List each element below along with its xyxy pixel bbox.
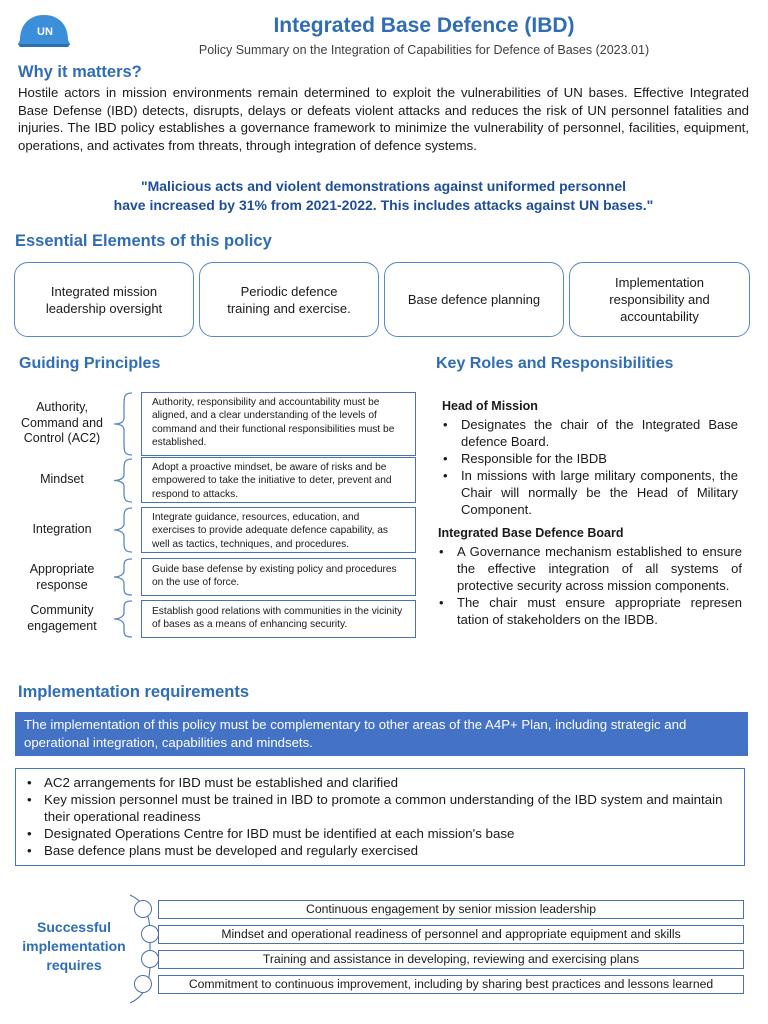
element-box: Integrated mission leadership oversight (14, 262, 194, 337)
principle-label: Mindset (40, 472, 84, 486)
success-item: Commitment to continuous improvement, including by sharing best practices and lessons learned (158, 975, 744, 994)
key-roles-heading: Key Roles and Responsibilities (436, 355, 674, 372)
list-item: • Key mission personnel must be trained in IBD to promote a common understanding of the IBD system and maintain their operational readiness (24, 791, 736, 825)
success-circle (134, 900, 152, 918)
implementation-heading: Implementation requirements (18, 683, 250, 701)
ibdb-heading: Integrated Base Defence Board (438, 526, 624, 540)
quote (18, 177, 749, 215)
head-of-mission-list (441, 416, 738, 518)
principle-label: Community engagement (27, 603, 97, 633)
principle-box: Adopt a proactive mindset, be aware of risks and be empowered to take the initiative to deter, prevent and respond to attacks. (141, 457, 416, 503)
principle-box: Integrate guidance, resources, education, and exercises to provide adequate defence capability, as well as tactics, techniques, and procedures. (141, 507, 416, 553)
principle-box: Guide base defense by existing policy and procedures on the use of force. (141, 558, 416, 596)
list-item: • A Governance mechanism established to ensure the effective integration of all systems of protective security across mission components. (437, 543, 742, 594)
implementation-box (15, 768, 745, 866)
principle-label: Authority, Command and Control (AC2) (21, 400, 103, 445)
success-item: Mindset and operational readiness of personnel and appropriate equipment and skills (158, 925, 744, 944)
essential-elements-heading: Essential Elements of this policy (15, 232, 272, 250)
element-box: Periodic defence training and exercise. (199, 262, 379, 337)
principle-box: Authority, responsibility and accountability must be aligned, and a clear understanding of the levels of command and their functional responsibilities must be established. (141, 392, 416, 456)
element-box: Base defence planning (384, 262, 564, 337)
logo-text: UN (37, 26, 53, 38)
list-item: • Designates the chair of the Integrated Base defence Board. (441, 416, 738, 450)
principle-label: Integration (32, 522, 92, 536)
brace (110, 457, 136, 504)
ibdb-list (437, 543, 742, 628)
head-of-mission-heading: Head of Mission (442, 399, 538, 413)
brace (110, 599, 136, 639)
list-item: • Responsible for the IBDB (441, 450, 738, 467)
list-item: • The chair must ensure appropriate represen tation of stakeholders on the IBDB. (437, 594, 742, 628)
list-item: • Base defence plans must be developed and regularly exercised (24, 842, 736, 859)
list-item: • Designated Operations Centre for IBD must be identified at each mission's base (24, 825, 736, 842)
guiding-principles-heading: Guiding Principles (19, 355, 161, 372)
quote-line-2: have increased by 31% from 2021-2022. This includes attacks against UN bases." (113, 197, 654, 213)
quote-line-1: "Malicious acts and violent demonstrations against uniformed personnel (140, 178, 627, 194)
success-label: Successful implementation requires (22, 919, 126, 973)
why-heading: Why it matters? (18, 63, 142, 81)
list-item: • AC2 arrangements for IBD must be established and clarified (24, 774, 736, 791)
page-subtitle: Policy Summary on the Integration of Capabilities for Defence of Bases (2023.01) (198, 43, 650, 57)
list-item: • In missions with large military components, the Chair will normally be the Head of Military Component. (441, 467, 738, 518)
success-item: Continuous engagement by senior mission leadership (158, 900, 744, 919)
success-item: Training and assistance in developing, reviewing and exercising plans (158, 950, 744, 969)
success-circle (141, 950, 159, 968)
un-helmet-logo (14, 10, 74, 52)
implementation-banner: The implementation of this policy must be complementary to other areas of the A4P+ Plan, including strategic and operational integration, capabilities and mindsets. (15, 712, 748, 756)
principle-box: Establish good relations with communities in the vicinity of bases as a means of enhancing security. (141, 600, 416, 638)
page-title: Integrated Base Defence (IBD) (273, 14, 575, 37)
element-box: Implementation responsibility and accountability (569, 262, 750, 337)
success-circle (141, 925, 159, 943)
why-body: Hostile actors in mission environments remain determined to exploit the vulnerabilities of UN bases. Effective Integrated Base Defense (IBD) detects, disrupts, delays or defeats violent attacks and reduces the risk of UN personnel fatalities and injuries. The IBD policy establishes a governance framework to minimize the vulnerability of personnel, facilities, equipment, operations, and activates from threats, through integration of defence systems. (18, 85, 749, 153)
success-circle (134, 975, 152, 993)
brace (110, 391, 136, 457)
principle-label: Appropriate response (29, 562, 95, 592)
implementation-list (24, 774, 736, 859)
brace (110, 557, 136, 597)
brace (110, 506, 136, 554)
